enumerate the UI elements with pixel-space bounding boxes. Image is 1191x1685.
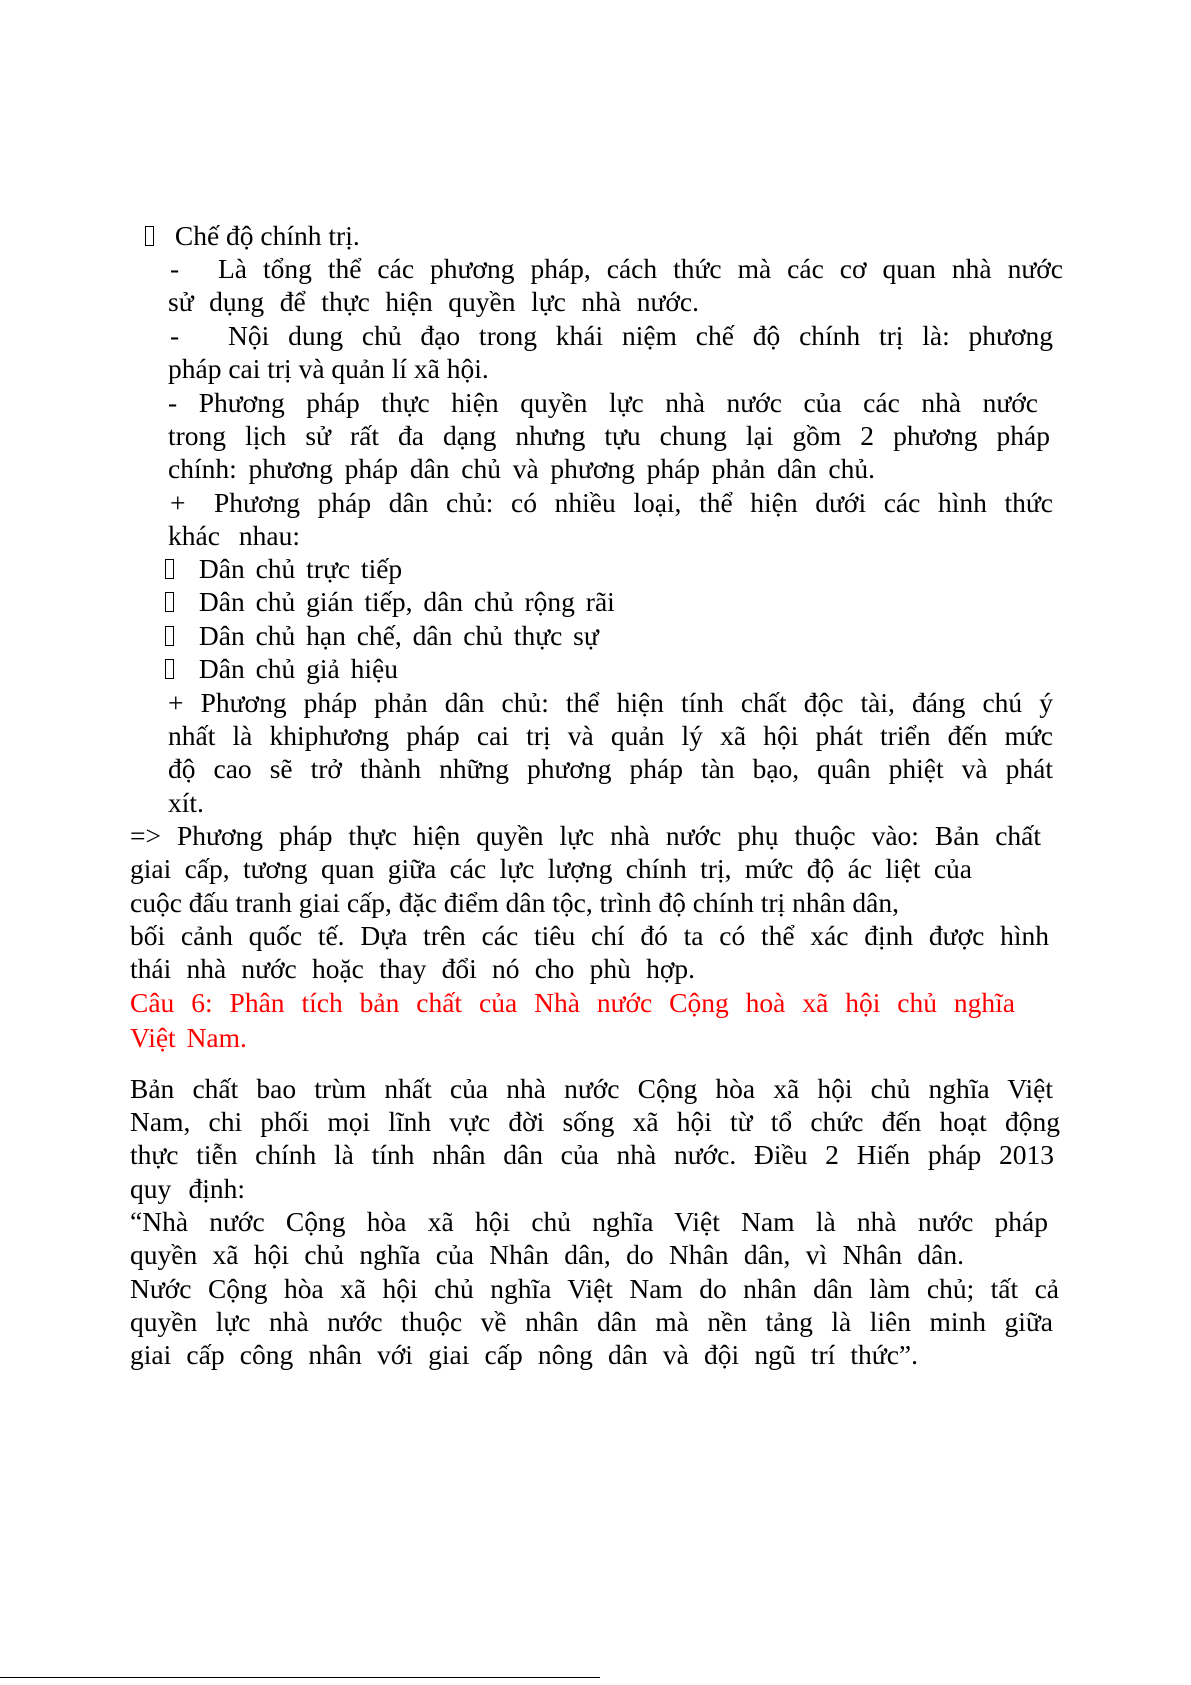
footer-divider — [0, 1677, 600, 1678]
bullet-item: Dân chủ gián tiếp, dân chủ rộng rãi — [165, 585, 615, 619]
paragraph-line: quyền xã hội chủ nghĩa của Nhân dân, do Nhân dân, vì Nhân dân. — [130, 1239, 964, 1270]
paragraph-line: Nước Cộng hòa xã hội chủ nghĩa Việt Nam do nhân dân làm chủ; tất cả — [130, 1273, 1059, 1304]
paragraph-line: cuộc đấu tranh giai cấp, đặc điểm dân tộc, trình độ chính trị nhân dân, — [130, 887, 899, 918]
paragraph-line: Bản chất bao trùm nhất của nhà nước Cộng hòa xã hội chủ nghĩa Việt — [130, 1073, 1053, 1104]
paragraph-line: => Phương pháp thực hiện quyền lực nhà nước phụ thuộc vào: Bản chất — [130, 820, 1041, 851]
section-heading — [145, 219, 360, 253]
paragraph-line: Nội dung chủ đạo trong khái niệm chế độ chính trị là: phương — [228, 320, 1053, 351]
paragraph-line: sử dụng để thực hiện quyền lực nhà nước. — [168, 286, 699, 317]
paragraph-line: pháp cai trị và quản lí xã hội. — [168, 353, 489, 384]
paragraph-line: thực tiễn chính là tính nhân dân của nhà nước. Điều 2 Hiến pháp 2013 — [130, 1139, 1054, 1170]
paragraph-line: Là tổng thể các phương pháp, cách thức mà các cơ quan nhà nước — [218, 253, 1063, 284]
paragraph-line: khác nhau: — [168, 520, 300, 551]
question-heading: Việt Nam. — [130, 1022, 247, 1053]
heading-text: Chế độ chính trị. — [174, 220, 360, 251]
paragraph-line: độ cao sẽ trở thành những phương pháp tàn bạo, quân phiệt và phát — [168, 753, 1053, 784]
paragraph-line: - Phương pháp thực hiện quyền lực nhà nước của các nhà nước — [168, 387, 1038, 418]
paragraph-line: trong lịch sử rất đa dạng nhưng tựu chung lại gồm 2 phương pháp — [168, 420, 1050, 451]
paragraph-line: bối cảnh quốc tế. Dựa trên các tiêu chí đó ta có thể xác định được hình — [130, 920, 1049, 951]
paragraph-line: “Nhà nước Cộng hòa xã hội chủ nghĩa Việt Nam là nhà nước pháp — [130, 1206, 1048, 1237]
paragraph-line: giai cấp, tương quan giữa các lực lượng chính trị, mức độ ác liệt của — [130, 853, 972, 884]
list-item: - — [170, 320, 180, 351]
question-heading: Câu 6: Phân tích bản chất của Nhà nước Cộng hoà xã hội chủ nghĩa — [130, 987, 1015, 1018]
paragraph-line: thái nhà nước hoặc thay đổi nó cho phù hợp. — [130, 953, 695, 984]
bullet-box-icon — [165, 559, 174, 579]
bullet-box-icon — [165, 592, 174, 612]
bullet-item: Dân chủ trực tiếp — [165, 552, 402, 586]
bullet-box-icon — [145, 226, 154, 246]
paragraph-line: xít. — [168, 787, 204, 818]
bullet-item: Dân chủ giả hiệu — [165, 652, 398, 686]
list-item: + — [170, 487, 186, 518]
paragraph-line: nhất là khiphương pháp cai trị và quản lý xã hội phát triển đến mức — [168, 720, 1053, 751]
list-item: - — [170, 253, 180, 284]
paragraph-line: quy định: — [130, 1173, 245, 1204]
paragraph-line: chính: phương pháp dân chủ và phương pháp phản dân chủ. — [168, 453, 875, 484]
bullet-box-icon — [165, 626, 174, 646]
bullet-box-icon — [165, 659, 174, 679]
paragraph-line: + Phương pháp phản dân chủ: thể hiện tính chất độc tài, đáng chú ý — [168, 687, 1053, 718]
paragraph-line: giai cấp công nhân với giai cấp nông dân và đội ngũ trí thức”. — [130, 1339, 918, 1370]
paragraph-line: Phương pháp dân chủ: có nhiều loại, thể hiện dưới các hình thức — [214, 487, 1053, 518]
paragraph-line: quyền lực nhà nước thuộc về nhân dân mà nền tảng là liên minh giữa — [130, 1306, 1053, 1337]
bullet-item: Dân chủ hạn chế, dân chủ thực sự — [165, 619, 599, 653]
paragraph-line: Nam, chi phối mọi lĩnh vực đời sống xã hội từ tổ chức đến hoạt động — [130, 1106, 1060, 1137]
